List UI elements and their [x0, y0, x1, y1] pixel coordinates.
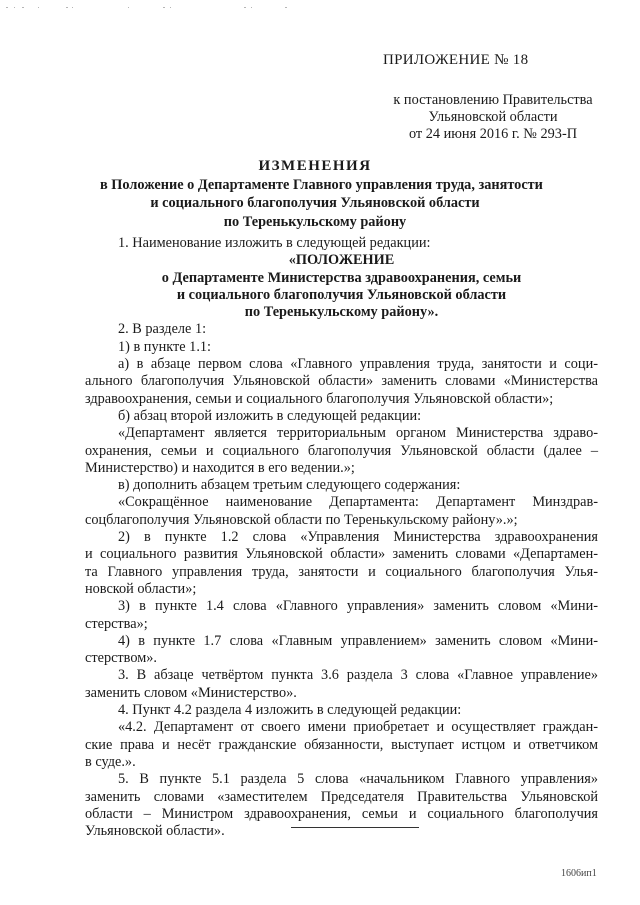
title-line: и социального благополучия Ульяновской области: [150, 195, 480, 211]
paragraph-2-1c-text-line: «Сокращённое наименование Департамента: Департамент Минздрав-: [118, 494, 598, 511]
paragraph-2-1b-text-line: «Департамент является территориальным органом Министерства здраво-: [118, 425, 598, 442]
paragraph-2-1a-line: а) в абзаце первом слова «Главного управления труда, занятости и соци-: [118, 356, 598, 373]
paragraph-3-line: 3. В абзаце четвёртом пункта 3.6 раздела 3 слова «Главное управление»: [118, 667, 598, 684]
new-title-line: по Теренькульскому району».: [244, 304, 439, 321]
end-divider: [291, 827, 419, 828]
paragraph-5-line: заменить словами «заместителем Председателя Правительства Ульяновской: [85, 788, 598, 805]
paragraph-2-3-line: 3) в пункте 1.4 слова «Главного управления» заменить словом «Мини-: [118, 598, 598, 615]
title-heading: ИЗМЕНЕНИЯ: [258, 158, 372, 174]
title-line: по Теренькульскому району: [223, 213, 407, 230]
paragraph-2-4-line: 4) в пункте 1.7 слова «Главным управлением» заменить словом «Мини-: [118, 632, 598, 649]
paragraph-4-text-line: «4.2. Департамент от своего имени приобретает и осуществляет граждан-: [118, 719, 598, 736]
title-line: в Положение о Департаменте Главного управления труда, занятости: [100, 176, 543, 193]
new-title-line: о Департаменте Министерства здравоохранения, семьи: [161, 269, 522, 286]
paragraph-2-2-line: 2) в пункте 1.2 слова «Управления Министерства здравоохранения: [118, 529, 598, 546]
scan-artifact: [0, 7, 640, 11]
paragraph-5-line: Ульяновской области».: [85, 823, 225, 840]
paragraph-2-1a-line: здравоохранения, семьи и социального благополучия Ульяновской области»;: [85, 390, 554, 407]
paragraph-2-1b-text-line: Министерство) и находится в его ведении.»;: [85, 459, 355, 476]
paragraph-2-1a-line: ального благополучия Ульяновской области» заменить словами «Министерства: [85, 373, 598, 390]
paragraph-4-text-line: ские права и несёт гражданские обязанности, выступает истцом и ответчиком: [85, 736, 598, 753]
paragraph-2: 2. В разделе 1:: [118, 321, 207, 338]
paragraph-3-line: заменить словом «Министерство».: [85, 684, 297, 701]
paragraph-4: 4. Пункт 4.2 раздела 4 изложить в следующей редакции:: [118, 702, 462, 719]
paragraph-2-1c: в) дополнить абзацем третьим следующего содержания:: [118, 477, 461, 494]
document-title: [100, 157, 543, 231]
appendix-number: ПРИЛОЖЕНИЕ № 18: [383, 52, 529, 68]
paragraph-2-1c-text-line: соцблагополучия Ульяновской области по Теренькульскому району».»;: [85, 511, 518, 528]
document-body: [85, 235, 598, 840]
new-title-line: и социального благополучия Ульяновской области: [176, 286, 507, 303]
paragraph-2-1b: б) абзац второй изложить в следующей редакции:: [118, 407, 422, 424]
paragraph-2-4-line: стерством».: [85, 650, 157, 667]
paragraph-5-line: 5. В пункте 5.1 раздела 5 слова «начальником Главного управления»: [118, 771, 598, 788]
paragraph-1: 1. Наименование изложить в следующей редакции:: [118, 235, 431, 251]
paragraph-2-1b-text-line: охранения, семьи и социального благополучия Ульяновской области (далее –: [85, 442, 598, 459]
paragraph-5-line: области – Министром здравоохранения, семьи и социального благополучия: [85, 805, 598, 822]
decree-reference: [388, 92, 598, 143]
paragraph-2-2-line: и социального развития Ульяновской области» заменить словами «Департамен-: [85, 546, 598, 563]
paragraph-4-text-line: в суде.».: [85, 753, 136, 770]
paragraph-2-3-line: стерства»;: [85, 615, 148, 632]
reference-line: от 24 июня 2016 г. № 293-П: [408, 126, 578, 142]
paragraph-2-1: 1) в пункте 1.1:: [118, 338, 212, 355]
new-title-line: «ПОЛОЖЕНИЕ: [288, 252, 395, 269]
reference-line: к постановлению Правительства: [393, 92, 593, 108]
reference-line: Ульяновской области: [428, 109, 558, 125]
paragraph-2-2-line: та Главного управления труда, занятости и социального благополучия Улья-: [85, 563, 598, 580]
paragraph-2-2-line: новской области»;: [85, 580, 197, 597]
document-code: 1606ип1: [561, 868, 597, 879]
